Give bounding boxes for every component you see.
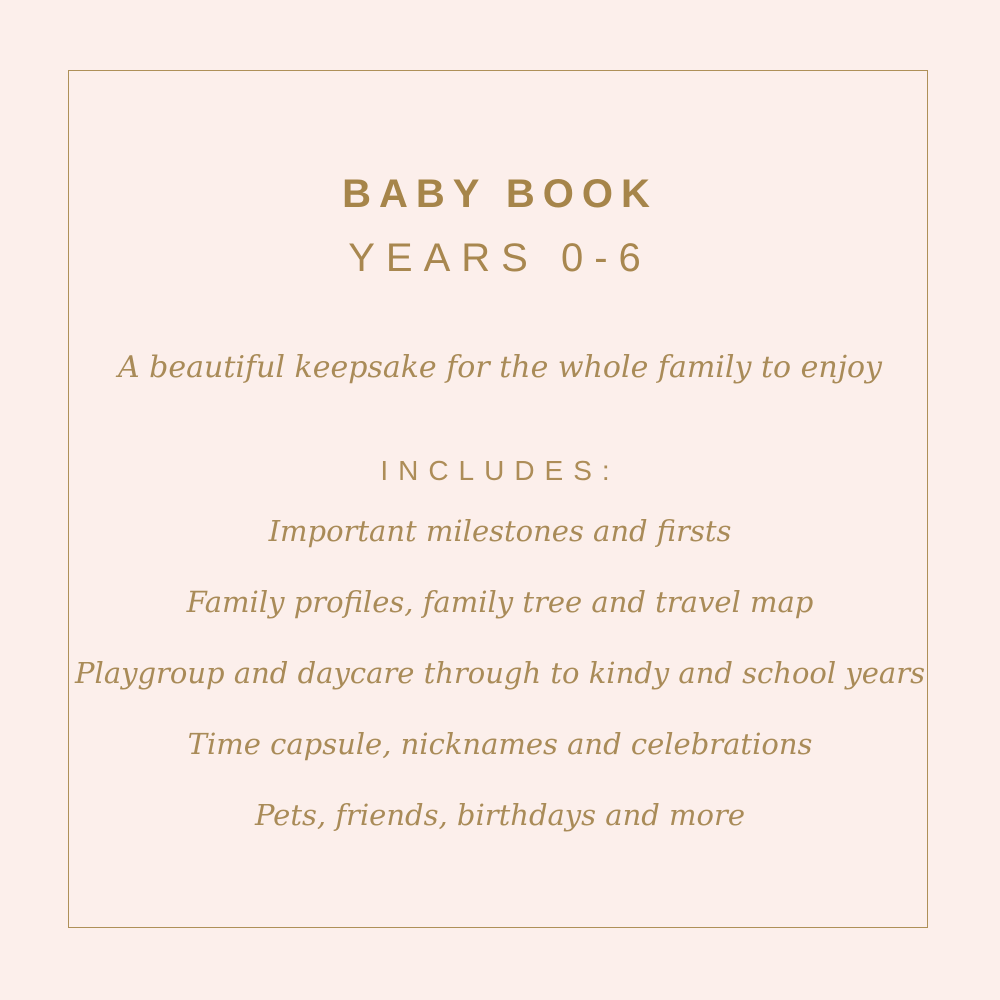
product-subtitle-years: YEARS 0-6 [348, 236, 652, 280]
includes-item: Pets, friends, birthdays and more [254, 798, 746, 832]
product-title: BABY BOOK [342, 172, 658, 216]
includes-heading: INCLUDES: [380, 455, 620, 486]
includes-item: Family profiles, family tree and travel map [186, 585, 814, 619]
includes-list [0, 514, 1000, 872]
product-tagline: A beautiful keepsake for the whole family to enjoy [117, 350, 883, 385]
includes-item: Important milestones and firsts [268, 514, 732, 548]
includes-item: Time capsule, nicknames and celebrations [187, 727, 813, 761]
includes-item: Playgroup and daycare through to kindy and school years [75, 656, 925, 690]
